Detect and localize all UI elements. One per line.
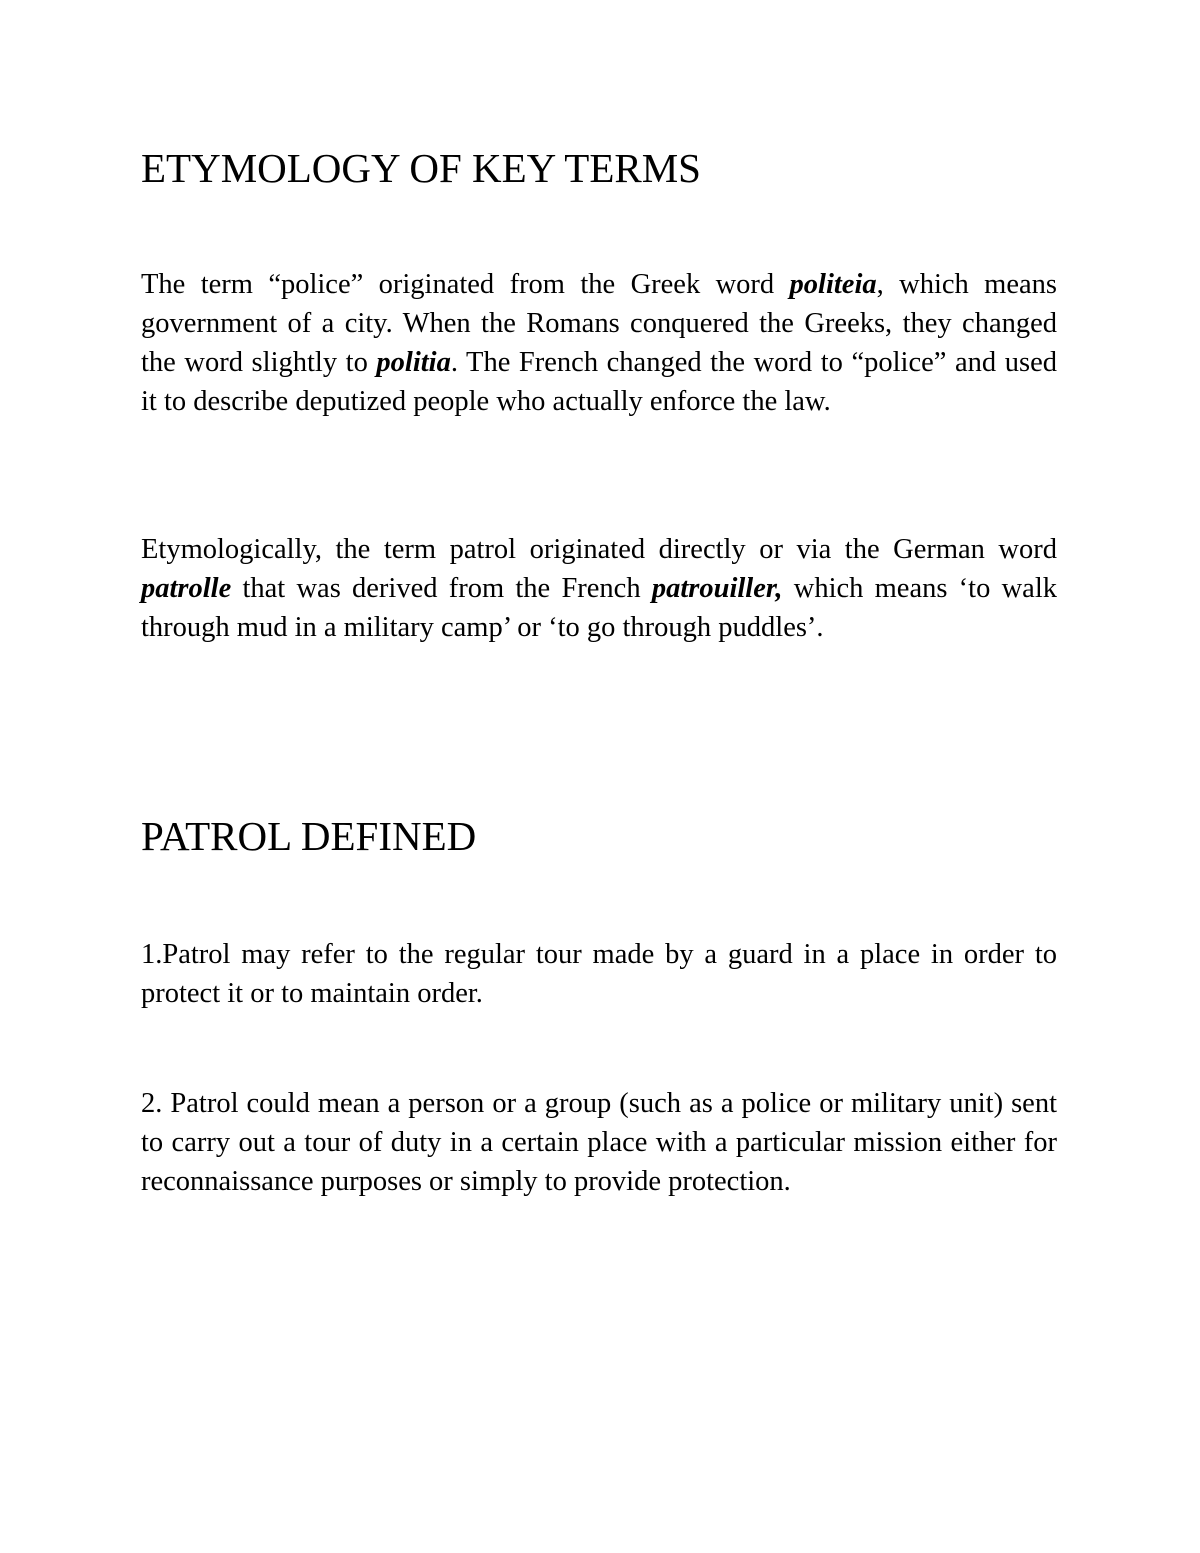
heading-patrol-defined: PATROL DEFINED [141, 813, 477, 859]
term-politia: politia [376, 347, 451, 378]
text-run: , which means government of a city. When the Romans conquered the Greeks, they changed the word slightly to [141, 269, 1057, 378]
term-politeia: politeia [789, 269, 877, 300]
text-run: The term “police” originated from the Greek word [141, 269, 790, 300]
text-run: which means ‘to walk through mud in a military camp’ or ‘to go through puddles’. [141, 573, 1057, 643]
term-patrouiller: patrouiller, [651, 573, 783, 604]
term-patrolle: patrolle [141, 573, 232, 604]
heading-etymology-of-key-terms: ETYMOLOGY OF KEY TERMS [141, 145, 701, 191]
text-run: that was derived from the French [231, 573, 652, 604]
text-run: . The French changed the word to “police” and used it to describe deputized people who actually enforce the law. [141, 347, 1057, 417]
definition-item-1: 1.Patrol may refer to the regular tour made by a guard in a place in order to protect it or to maintain order. [141, 939, 1057, 1009]
paragraph-police-origin [141, 265, 1057, 421]
definition-item-2: 2. Patrol could mean a person or a group (such as a police or military unit) sent to carry out a tour of duty in a certain place with a particular mission either for reconnaissance purposes or simply to provide protection. [141, 1088, 1057, 1197]
paragraph-patrol-origin [141, 530, 1057, 647]
text-run: Etymologically, the term patrol originated directly or via the German word [141, 534, 1057, 565]
